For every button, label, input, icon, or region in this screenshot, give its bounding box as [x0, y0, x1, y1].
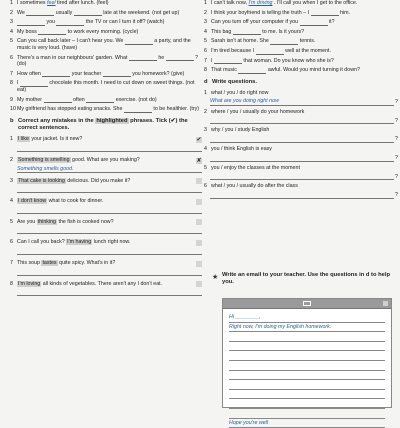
question-number: 5: [204, 38, 207, 45]
question-number: 4: [204, 28, 207, 35]
text-part: This bag: [211, 28, 233, 35]
text-part: I: [211, 57, 214, 64]
text-part: your jacket. Is it new?: [29, 136, 83, 143]
right-column: [204, 0, 398, 202]
question-prompt: [204, 183, 394, 190]
answer-line[interactable]: [210, 154, 398, 162]
text-part: chocolate this month. I need to cut down on sweet things. (not eat): [17, 80, 195, 94]
left-column: [10, 0, 202, 301]
exercise-d-list: [204, 90, 398, 199]
section-letter: b: [10, 117, 14, 124]
text-part: I think your boyfriend is telling the truth – I: [211, 9, 311, 16]
email-body: [223, 309, 391, 428]
tick-box[interactable]: ✘: [196, 157, 202, 164]
email-line[interactable]: [229, 371, 385, 381]
correction-item: [10, 178, 202, 185]
question-number: 7: [10, 260, 13, 267]
answer-blank[interactable]: [124, 107, 152, 113]
email-window: [222, 298, 392, 426]
question-text: [17, 281, 194, 288]
question-number: 3: [10, 19, 13, 26]
text-part: My girlfriend has stopped eating snacks. She: [17, 106, 124, 113]
question-text: [17, 97, 202, 104]
text-part: I: [17, 80, 20, 87]
text-part: That music: [211, 67, 239, 74]
question-number: 2: [10, 157, 13, 163]
question-number: 7: [204, 57, 207, 64]
question-item: [10, 97, 202, 104]
text-part: Can I call you back?: [17, 239, 67, 246]
answer-blank[interactable]: [214, 58, 242, 64]
question-number: 6: [10, 239, 13, 246]
email-line[interactable]: [229, 313, 385, 323]
question-text: [17, 136, 194, 143]
text-part: a party, and the music is very loud. (have): [17, 38, 191, 52]
correction-item: [10, 281, 202, 288]
question-text: [211, 38, 394, 45]
text-part: the TV or can I turn it off? (watch): [84, 19, 165, 26]
text-part: tired after lunch. (feel): [55, 0, 109, 6]
question-text: [17, 80, 202, 93]
question-item: [10, 19, 202, 26]
question-item: [10, 55, 202, 68]
question-item: [204, 67, 394, 74]
question-number: 2: [204, 9, 207, 16]
highlighted-phrase: I'm having: [67, 239, 92, 246]
question-text: [211, 48, 394, 55]
text-part: him.: [338, 9, 351, 16]
question-number: 1: [10, 0, 13, 6]
question-text: [211, 0, 394, 7]
answer-line[interactable]: [210, 98, 398, 106]
star-icon: ★: [212, 274, 219, 281]
text-part: all kinds of vegetables. There aren't any I don't eat.: [41, 280, 163, 287]
email-line[interactable]: [229, 380, 385, 390]
correction-line[interactable]: [17, 166, 202, 173]
question-text: [17, 19, 202, 26]
section-title: Write an email to your teacher. Use the questions in d to help you.: [222, 272, 391, 286]
email-line[interactable]: [229, 351, 385, 361]
text-part: to be healthier. (try): [151, 106, 199, 113]
answer-blank[interactable]: [86, 97, 114, 103]
correction-line[interactable]: [17, 289, 202, 296]
text-part: awful. Would you mind turning it down?: [266, 67, 360, 74]
text-part: your teacher: [70, 70, 103, 77]
question-text: [17, 106, 202, 113]
question-text: [17, 10, 202, 17]
question-mark: ?: [395, 117, 398, 124]
text-part: Can you call back later – I can't hear you. We: [17, 38, 125, 45]
question-number: 3: [204, 127, 207, 134]
answer-line[interactable]: [210, 173, 398, 180]
question-number: 1: [204, 90, 207, 97]
question-text: [211, 10, 394, 17]
question-number: 7: [10, 70, 13, 77]
section-d-heading: [204, 79, 394, 86]
correction-line[interactable]: [17, 248, 202, 255]
text-part: tennis.: [298, 38, 316, 45]
answer-blank[interactable]: [125, 39, 153, 45]
text-part: to work every morning. (cycle): [66, 28, 139, 35]
question-item: [204, 127, 398, 143]
answer-blank[interactable]: [129, 55, 157, 61]
text-part: Sarah isn't at home. She: [211, 38, 271, 45]
question-text: [17, 0, 202, 7]
question-text: [17, 178, 194, 185]
text-part: good. What are you making?: [70, 157, 140, 163]
email-line[interactable]: [229, 342, 385, 352]
question-prompt: [204, 109, 394, 116]
question-mark: ?: [395, 99, 398, 106]
handwritten-answer: What are you doing right now: [210, 98, 279, 105]
email-line[interactable]: [229, 419, 385, 428]
text-part: ? (do): [17, 54, 199, 68]
highlighted-phrase: I'm loving: [18, 280, 41, 287]
email-text: Hi ________,: [229, 313, 261, 320]
question-prompt: [204, 165, 394, 172]
answer-blank[interactable]: [233, 29, 261, 35]
question-item: [10, 10, 202, 17]
question-number: 3: [10, 177, 13, 184]
question-item: [204, 0, 394, 7]
handwritten-correction: Something smells good.: [17, 165, 74, 172]
question-number: 6: [10, 54, 13, 61]
text-part: it?: [327, 19, 335, 26]
question-text: [17, 219, 194, 226]
question-text: [17, 239, 194, 246]
question-mark: ?: [395, 136, 398, 143]
text-part: I can't talk now,: [211, 0, 249, 6]
question-item: [204, 19, 394, 26]
question-item: [10, 29, 202, 36]
text-part: late at the weekend. (not get up): [101, 9, 180, 16]
tick-box[interactable]: [196, 240, 202, 246]
correction-line[interactable]: [17, 207, 202, 214]
envelope-icon: [303, 301, 311, 306]
prompt-text: what / you / usually do after the class: [211, 183, 298, 190]
question-item: [204, 29, 394, 36]
prompt-text: you / think English is easy: [211, 145, 272, 152]
answer-line[interactable]: [210, 117, 398, 124]
highlighted-phrase: That cake is looking: [18, 177, 65, 184]
question-item: [204, 58, 394, 65]
correction-item: [10, 136, 202, 143]
question-item: [10, 80, 202, 93]
question-text: [211, 58, 394, 65]
question-number: 3: [204, 19, 207, 26]
question-number: 2: [10, 9, 13, 16]
answer-line[interactable]: [210, 136, 398, 143]
question-text: [17, 71, 202, 78]
correction-item: [10, 260, 202, 267]
tick-box[interactable]: [196, 178, 202, 184]
text-part: How often: [17, 70, 43, 77]
text-part: you: [45, 19, 57, 26]
text-part: We: [17, 9, 27, 16]
question-number: 4: [204, 145, 207, 152]
question-mark: ?: [395, 173, 398, 180]
text-part: that woman. Do you know who she is?: [241, 57, 334, 64]
tick-box[interactable]: [196, 281, 202, 287]
text-part: I'm tired because I: [211, 48, 256, 55]
question-number: 5: [204, 164, 207, 171]
question-item: [204, 164, 398, 181]
text-part: he: [156, 54, 166, 61]
email-line[interactable]: [229, 361, 385, 371]
email-line[interactable]: [229, 399, 385, 409]
highlighted-phrase: I don't know: [18, 198, 47, 205]
text-part: This soup: [17, 260, 42, 267]
text-part: delicious. Did you make it?: [65, 177, 131, 184]
correction-line[interactable]: [17, 227, 202, 234]
question-text: [17, 38, 202, 51]
prompt-text: what / you / do right now: [211, 90, 269, 97]
question-number: 8: [10, 80, 13, 87]
highlighted-phrase: tastes: [42, 260, 57, 267]
section-title: Correct any mistakes in the highlighted phrases. Tick (✔) the correct sentences.: [18, 117, 188, 132]
answer-blank[interactable]: [56, 20, 84, 26]
highlighted-phrase: thinking: [37, 218, 56, 225]
text-part: I sometimes: [17, 0, 48, 6]
answer-blank[interactable]: [256, 49, 284, 55]
email-line[interactable]: [229, 323, 385, 333]
tick-box[interactable]: ✔: [196, 136, 202, 143]
text-part: exercise. (not do): [114, 96, 157, 103]
text-part: often: [71, 96, 87, 103]
correction-line[interactable]: [17, 186, 202, 193]
text-part: Can you turn off your computer if you: [211, 19, 300, 26]
section-letter: d: [204, 78, 208, 85]
text-part: Are you: [17, 218, 37, 225]
text-part: My mother: [17, 96, 44, 103]
question-text: [17, 260, 194, 267]
question-text: [17, 157, 194, 164]
answer-blank[interactable]: [74, 10, 102, 16]
answer-blank[interactable]: [26, 10, 54, 16]
question-number: 9: [10, 96, 13, 103]
prompt-text: where / you / usually do your homework: [211, 108, 305, 115]
question-prompt: [204, 127, 394, 134]
answer-blank[interactable]: [17, 20, 45, 26]
tick-box[interactable]: [196, 199, 202, 205]
exercise-a-list: [10, 0, 202, 113]
tick-box[interactable]: [196, 219, 202, 225]
text-part: you homework? (give): [130, 70, 185, 77]
exercise-b-list: [10, 136, 202, 296]
question-text: [17, 55, 202, 68]
text-part: quite spicy. What's in it?: [57, 260, 116, 267]
question-text: [211, 67, 394, 74]
question-item: [204, 10, 394, 17]
question-number: 2: [204, 108, 207, 115]
question-number: 4: [10, 28, 13, 35]
answer-line[interactable]: [210, 192, 398, 199]
question-number: 4: [10, 198, 13, 205]
question-number: 5: [10, 218, 13, 225]
correction-item: [10, 157, 202, 164]
correction-line[interactable]: [17, 269, 202, 276]
question-item: [204, 48, 394, 55]
email-line[interactable]: [229, 390, 385, 400]
prompt-text: you / enjoy the classes at the moment: [211, 164, 300, 171]
answer-blank[interactable]: [42, 71, 70, 77]
question-item: [10, 71, 202, 78]
question-text: [17, 198, 194, 205]
question-text: [17, 29, 202, 36]
handwritten-answer: I'm driving: [248, 0, 273, 6]
correction-line[interactable]: [17, 145, 202, 152]
answer-blank[interactable]: [270, 39, 298, 45]
question-prompt: [204, 146, 394, 153]
email-text: Right now, I'm doing my English homework.: [229, 323, 332, 330]
highlighted-phrase: I like: [18, 136, 29, 143]
section-b-heading: [10, 118, 202, 132]
question-item: [204, 38, 394, 45]
question-number: 5: [10, 38, 13, 45]
prompt-text: why / you / study English: [211, 127, 270, 134]
text-part: the fish is cooked now?: [57, 218, 114, 225]
question-number: 1: [10, 136, 13, 143]
question-number: 1: [204, 0, 207, 6]
question-mark: ?: [395, 154, 398, 161]
handwritten-answer: feel: [47, 0, 56, 6]
text-part: what to cook for dinner.: [47, 198, 104, 205]
text-part: . I'll call you when I get to the office.: [272, 0, 358, 6]
question-number: 8: [10, 280, 13, 287]
window-control-icon: [383, 301, 388, 306]
question-item: [204, 108, 398, 125]
correction-item: [10, 198, 202, 205]
answer-blank[interactable]: [44, 97, 72, 103]
text-part: There's a man in our neighbours' garden. What: [17, 54, 129, 61]
email-line[interactable]: [229, 332, 385, 342]
question-mark: ?: [395, 192, 398, 199]
text-part: to me. Is it yours?: [260, 28, 305, 35]
email-titlebar: [223, 299, 391, 309]
answer-blank[interactable]: [38, 29, 66, 35]
text-part: My boss: [17, 28, 39, 35]
question-number: 8: [204, 67, 207, 74]
question-number: 6: [204, 48, 207, 55]
question-item: [10, 106, 202, 113]
answer-blank[interactable]: [103, 71, 131, 77]
answer-blank[interactable]: [300, 20, 328, 26]
text-part: usually: [54, 9, 74, 16]
email-line[interactable]: [229, 409, 385, 419]
correction-item: [10, 239, 202, 246]
question-item: [10, 0, 202, 7]
question-text: [211, 29, 394, 36]
question-text: [211, 19, 394, 26]
question-item: [204, 145, 398, 162]
tick-box[interactable]: [196, 261, 202, 267]
highlighted-phrase: Something is smelling: [18, 157, 70, 163]
answer-blank[interactable]: [166, 55, 194, 61]
answer-blank[interactable]: [311, 10, 339, 16]
question-item: [204, 90, 398, 106]
correction-item: [10, 219, 202, 226]
section-title: Write questions.: [212, 78, 257, 85]
question-prompt: [204, 90, 394, 97]
question-number: 6: [204, 183, 207, 190]
question-item: [10, 38, 202, 51]
email-text: Hope you're well: [229, 419, 268, 426]
question-number: 10: [10, 106, 16, 113]
exercise-c-list: [204, 0, 394, 74]
section-e-heading: [222, 272, 392, 286]
question-item: [204, 183, 398, 199]
text-part: lunch right now.: [92, 239, 131, 246]
text-part: well at the moment.: [283, 48, 331, 55]
answer-blank[interactable]: [238, 68, 266, 74]
